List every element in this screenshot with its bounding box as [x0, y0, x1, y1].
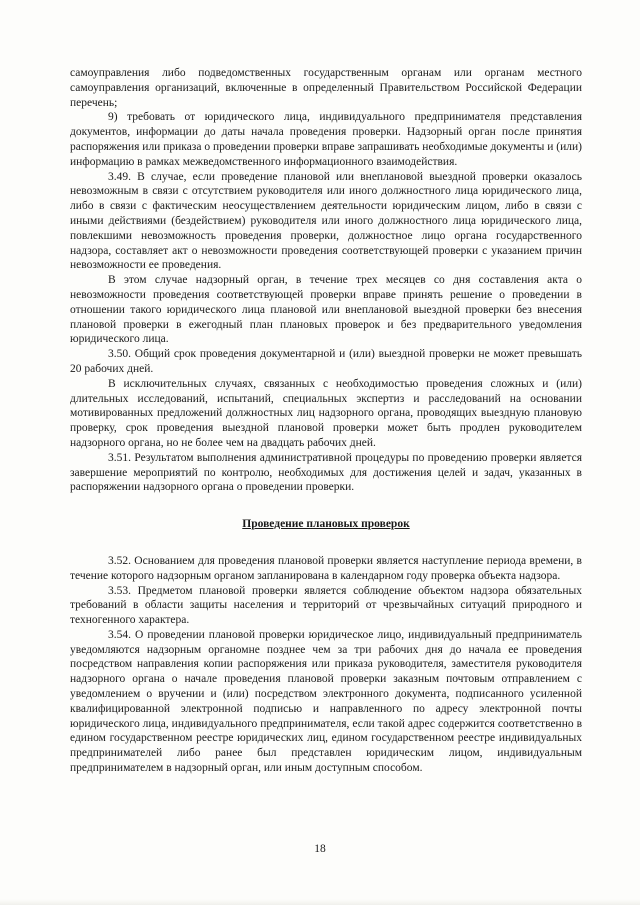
- paragraph: 3.49. В случае, если проведение плановой или внеплановой выездной проверки оказалось невозможным в связи с отсутствием руководителя или иного должностного лица юридического лица, либо в связи с фактическим неосуществлением деятельности юридическим лицом, либо в связи с иными действиями (бездействием) руководителя или иного должностного лица юридического лица, повлекшими невозможность проведения проверки, должностное лицо органа государственного надзора, составляет акт о невозможности проведения соответствующей проверки с указанием причин невозможности ее проведения.: [70, 170, 582, 272]
- paragraph: 3.52. Основанием для проведения плановой проверки является наступление периода времени, в течение которого надзорным органом запланирована в календарном году проверка объекта надзора.: [70, 554, 582, 582]
- paragraph: 3.53. Предметом плановой проверки является соблюдение объектом надзора обязательных требований в области защиты населения и территорий от чрезвычайных ситуаций природного и техногенного характера.: [70, 584, 582, 627]
- page-number: 18: [314, 843, 326, 855]
- paragraph: 3.54. О проведении плановой проверки юридическое лицо, индивидуальный предприниматель уведомляются надзорным органомне позднее чем за три рабочих дня до начала ее проведения посредством направления копии распоряжения или приказа руководителя, заместителя руководителя надзорного органа о начале проведения плановой проверки заказным почтовым отправлением с уведомлением о вручении и (или) посредством электронного документа, подписанного усиленной квалифицированной электронной подписью и направленного по адресу электронной почты юридического лица, индивидуального предпринимателя, если такой адрес содержится соответственно в едином государственном реестре юридических лиц, едином государственном реестре индивидуальных предпринимателей либо ранее был представлен юридическим лицом, индивидуальным предпринимателем в надзорный орган, или иным доступным способом.: [70, 628, 582, 775]
- section-heading: Проведение плановых проверок: [242, 518, 410, 531]
- paragraph: 9) требовать от юридического лица, индивидуального предпринимателя представления документов, информации до даты начала проведения проверки. Надзорный орган после принятия распоряжения или приказа о проведении проверки вправе запрашивать необходимые документы и (или) информацию в рамках межведомственного информационного взаимодействия.: [70, 111, 582, 168]
- text-block-2: [70, 554, 582, 776]
- paragraph: 3.51. Результатом выполнения административной процедуры по проведению проверки является завершение мероприятий по контролю, необходимых для достижения целей и задач, указанных в распоряжении надзорного органа о проведении проверки.: [70, 451, 582, 494]
- paragraph: 3.50. Общий срок проведения документарной и (или) выездной проверки не может превышать 20 рабочих дней.: [70, 348, 582, 375]
- paragraph: В этом случае надзорный орган, в течение трех месяцев со дня составления акта о невозможности проведения соответствующей проверки вправе принять решение о проведении в отношении такого юридического лица плановой или внеплановой выездной проверки без внесения плановой проверки в ежегодный план плановых проверок и без предварительного уведомления юридического лица.: [70, 274, 582, 346]
- paragraph: самоуправления либо подведомственных государственным органам или органам местного самоуправления организаций, включенные в определенный Правительством Российской Федерации перечень;: [70, 67, 582, 109]
- text-block-1: [70, 66, 582, 495]
- scan-edge: [0, 899, 640, 905]
- paragraph: В исключительных случаях, связанных с необходимостью проведения сложных и (или) длительных исследований, испытаний, специальных экспертиз и расследований на основании мотивированных предложений должностных лиц надзорного органа, проводящих выездную плановую проверку, срок проведения выездной плановой проверки может быть продлен руководителем надзорного органа, но не более чем на двадцать рабочих дней.: [70, 377, 582, 449]
- document-body: [70, 66, 582, 776]
